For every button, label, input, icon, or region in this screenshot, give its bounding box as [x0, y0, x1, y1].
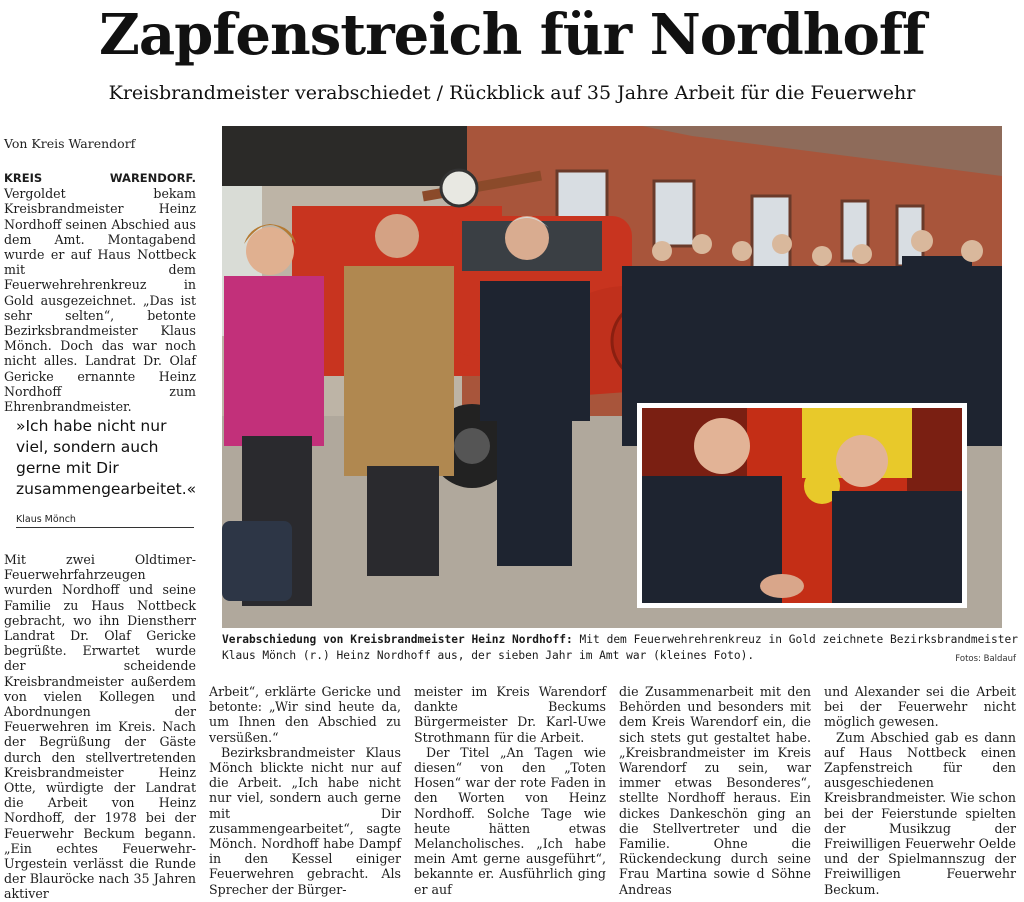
main-photo	[222, 126, 1002, 628]
dateline: KREIS WARENDORF.	[4, 171, 196, 185]
body-paragraph: und Alexander sei die Arbeit bei der Feuerwehr nicht möglich gewesen.	[824, 684, 1016, 730]
body-paragraph: Mit zwei Oldtimer-Feuerwehrfahrzeugen wurden Nordhoff und seine Familie zu Haus Nottbeck gebracht, wo ihn Dienstherr Landrat Dr. Olaf Gericke begrüßte. Erwartet wurde der scheidende Kreisbrandmeister außerdem von vielen Kollegen und Abordnungen der Feuerwehren im Kreis. Nach der Begrüßung der Gäste durch den stellvertretenden Kreisbrandmeister Heinz Otte, würdigte der Landrat die Arbeit von Heinz Nordhoff, der 1978 bei der Feuerwehr Beckum begann. „Ein echtes Feuerwehr-Urgestein verlässt die Runde der Blauröcke nach 35 Jahren aktiver	[4, 552, 196, 902]
pull-quote: »Ich habe nicht nur viel, sondern auch gerne mit Dir zusammengearbeitet.«	[16, 417, 197, 498]
article-headline: Zapfenstreich für Nordhoff	[98, 2, 926, 68]
caption-text: Mit dem Feuerwehrehrenkreuz in Gold zeichnete Bezirksbrandmeister Klaus Mönch (r.) Heinz Nordhoff aus, der sieben Jahr im Amt war (kleines Foto).	[222, 633, 1018, 662]
article-byline: Von Kreis Warendorf	[4, 136, 136, 151]
body-paragraph: die Zusammenarbeit mit den Behörden und besonders mit dem Kreis Warendorf ein, die sich stets gut gestaltet habe. „Kreisbrandmeister im Kreis Warendorf zu sein, war immer etwas Besonderes“, stellte Nordhoff heraus. Ein dickes Dankeschön ging an die Stellvertreter und die Familie. Ohne die Rückendeckung durch seine Frau Martina sowie d Söhne Andreas	[619, 684, 811, 897]
lead-paragraph: Vergoldet bekam Kreisbrandmeister Heinz Nordhoff seinen Abschied aus dem Amt. Montagabend wurde er auf Haus Nottbeck mit dem Feuerwehrehrenkreuz in Gold ausgezeichnet. „Das ist sehr selten“, betonte Bezirksbrandmeister Klaus Mönch. Doch das war noch nicht alles. Landrat Dr. Olaf Gericke ernannte Heinz Nordhoff zum Ehrenbrandmeister.	[4, 186, 196, 415]
body-column-2	[209, 684, 401, 897]
body-column-1	[4, 552, 196, 902]
caption-title: Verabschiedung von Kreisbrandmeister Heinz Nordhoff:	[222, 633, 573, 646]
pull-quote-author: Klaus Mönch	[16, 514, 194, 528]
body-paragraph: meister im Kreis Warendorf dankte Beckums Bürgermeister Dr. Karl-Uwe Strothmann für die Arbeit.	[414, 684, 606, 745]
photo-credit: Fotos: Baldauf	[955, 654, 1016, 664]
body-paragraph: Der Titel „An Tagen wie diesen“ von den „Toten Hosen“ war der rote Faden in den Worten von Heinz Nordhoff. Solche Tage wie heute hätten etwas Melancholisches. „Ich habe mein Amt gerne ausgeführt“, bekannte er. Ausführlich ging er auf	[414, 744, 606, 897]
body-column-5	[824, 684, 1016, 897]
body-paragraph: Arbeit“, erklärte Gericke und betonte: „Wir sind heute da, um Ihnen den Abschied zu versüßen.“	[209, 684, 401, 745]
article-subheadline: Kreisbrandmeister verabschiedet / Rückblick auf 35 Jahre Arbeit für die Feuerwehr	[108, 82, 916, 104]
body-paragraph: Bezirksbrandmeister Klaus Mönch blickte nicht nur auf die Arbeit. „Ich habe nicht nur viel, sondern auch gerne mit Dir zusammengearbeitet“, sagte Mönch. Nordhoff habe Dampf in den Kessel einiger Feuerwehren gebracht. Als Sprecher der Bürger-	[209, 744, 401, 897]
body-paragraph: Zum Abschied gab es dann auf Haus Nottbeck einen Zapfenstreich für den ausgeschiedenen Kreisbrandmeister. Wie schon bei der Feierstunde spielten der Musikzug der Freiwilligen Feuerwehr Oelde und der Spielmannszug der Freiwilligen Feuerwehr Beckum.	[824, 729, 1016, 897]
body-column-3	[414, 684, 606, 897]
body-column-4	[619, 684, 811, 897]
lead-column	[4, 170, 196, 414]
photo-caption	[222, 632, 1018, 664]
